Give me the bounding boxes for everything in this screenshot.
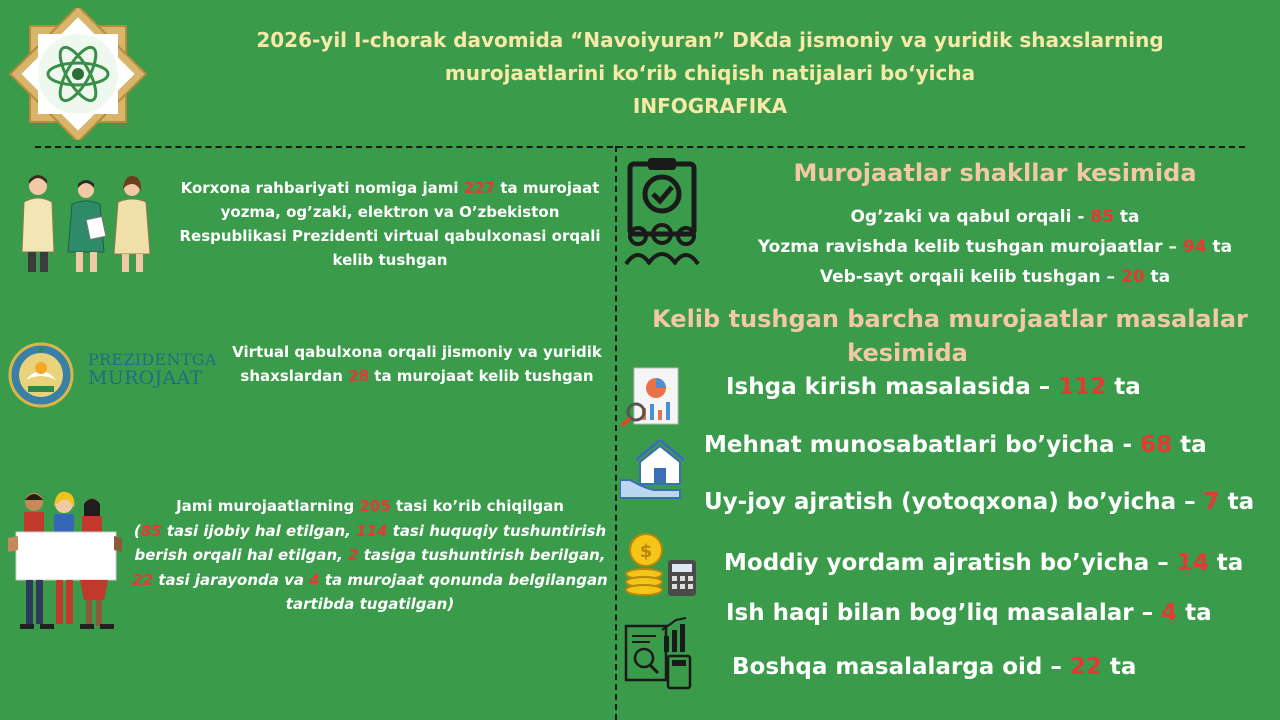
issues-section-title xyxy=(630,302,1270,370)
terminated-count: 4 xyxy=(309,570,320,589)
issue-value: 112 xyxy=(1058,374,1107,400)
total-appeals-text xyxy=(170,176,610,272)
issue-other xyxy=(732,654,1136,680)
financial-report-illustration xyxy=(620,614,696,690)
legal-explanation-count: 114 xyxy=(356,521,388,540)
text-part: ta murojaat yozma, og’zaki, elektron va O’zbekiston Respublikasi Prezidenti virtual qabulxonasi orqali kelib tushgan xyxy=(179,179,601,269)
text-part: Virtual qabulxona orqali jismoniy va yuridik shaxslardan xyxy=(232,343,602,385)
people-with-banner-icon xyxy=(4,490,126,632)
text-part: Jami murojaatlarning xyxy=(176,497,360,515)
title-line-3: INFOGRAFIKA xyxy=(632,94,788,118)
issues-title-line-2: kesimida xyxy=(847,339,968,367)
form-suffix: ta xyxy=(1114,207,1140,227)
text-part: ( xyxy=(133,521,141,540)
issue-suffix: ta xyxy=(1172,432,1207,458)
clipboard-check-icon xyxy=(622,154,708,268)
state-emblem xyxy=(8,342,74,408)
analytics-report-illustration xyxy=(620,366,682,428)
form-suffix: ta xyxy=(1206,237,1233,257)
issue-label: Boshqa masalalarga oid – xyxy=(732,654,1070,680)
issue-value: 4 xyxy=(1161,600,1178,626)
horizontal-divider xyxy=(35,146,1245,148)
text-part: ta murojaat kelib tushgan xyxy=(369,367,594,385)
text-part: tasi ijobiy hal etilgan, xyxy=(161,521,357,540)
clipboard-check-illustration xyxy=(622,154,708,268)
issue-value: 68 xyxy=(1140,432,1173,458)
prezidentga-murojaat-logo xyxy=(88,351,217,387)
issue-suffix: ta xyxy=(1177,600,1212,626)
issue-value: 14 xyxy=(1176,550,1209,576)
staff-illustration xyxy=(8,172,152,274)
forms-list xyxy=(720,202,1270,292)
form-value: 20 xyxy=(1120,267,1145,287)
emblem-icon xyxy=(8,342,74,408)
form-item-oral xyxy=(720,202,1270,232)
form-suffix: ta xyxy=(1144,267,1171,287)
in-progress-count: 22 xyxy=(132,570,154,589)
text-part: tasi jarayonda va xyxy=(153,570,310,589)
issue-suffix: ta xyxy=(1106,374,1141,400)
logo-line-2: MUROJAAT xyxy=(88,367,203,389)
reviewed-count: 205 xyxy=(359,497,391,515)
issue-labor-relations xyxy=(704,432,1207,458)
reviewed-breakdown xyxy=(130,519,610,617)
issue-label: Ish haqi bilan bog’liq masalalar – xyxy=(726,600,1162,626)
text-part: tasi ko’rib chiqilgan xyxy=(390,497,564,515)
coins-calculator-illustration xyxy=(622,530,700,600)
atom-star-icon xyxy=(6,8,150,140)
company-logo xyxy=(6,8,150,140)
issue-label: Ishga kirish masalasida – xyxy=(726,374,1059,400)
svg-text:$: $ xyxy=(639,541,653,562)
title-line-2: murojaatlarini ko‘rib chiqish natijalari bo‘yicha xyxy=(444,61,976,85)
house-hand-illustration xyxy=(620,440,686,502)
issue-suffix: ta xyxy=(1101,654,1137,680)
coins-calculator-icon xyxy=(622,530,700,600)
reviewed-appeals-text xyxy=(130,494,610,617)
logo-line-1: PREZIDENTGA xyxy=(88,350,217,369)
issue-value: 22 xyxy=(1069,654,1102,680)
issue-salary xyxy=(726,600,1212,626)
total-appeals-count: 227 xyxy=(463,179,496,197)
text-part: ta murojaat qonunda belgilangan tartibda tugatilgan) xyxy=(285,570,608,613)
title-line-1: 2026-yil I-chorak davomida “Navoiyuran” DKda jismoniy va yuridik shaxslarning xyxy=(256,28,1164,52)
page-title xyxy=(180,24,1240,123)
issue-material-aid xyxy=(724,550,1243,576)
house-in-hand-icon xyxy=(620,440,686,502)
explained-count: 2 xyxy=(348,546,359,564)
issue-value: 7 xyxy=(1203,489,1220,515)
text-part: Korxona rahbariyati nomiga jami xyxy=(180,179,464,197)
people-banner-illustration xyxy=(4,490,126,632)
forms-section-title: Murojaatlar shakllar kesimida xyxy=(793,159,1197,187)
positive-count: 85 xyxy=(140,521,162,540)
business-people-icon xyxy=(8,172,152,274)
form-item-website xyxy=(720,262,1270,292)
form-value: 85 xyxy=(1090,207,1115,227)
issue-label: Mehnat munosabatlari bo’yicha - xyxy=(704,432,1141,458)
form-label: Og’zaki va qabul orqali - xyxy=(850,207,1091,227)
analytics-magnifier-icon xyxy=(620,366,682,428)
text-part: tasiga tushuntirish berilgan, xyxy=(358,546,606,564)
issue-label: Moddiy yordam ajratish bo’yicha – xyxy=(724,550,1177,576)
vertical-divider xyxy=(615,146,617,720)
text-part: tasi huquqiy tushuntirish berish orqali hal etilgan, xyxy=(134,521,607,564)
issue-housing xyxy=(704,489,1254,515)
issue-label: Uy-joy ajratish (yotoqxona) bo’yicha – xyxy=(704,489,1204,515)
form-label: Veb-sayt orqali kelib tushgan – xyxy=(819,267,1121,287)
reviewed-summary-line xyxy=(130,494,610,519)
issue-suffix: ta xyxy=(1219,489,1255,515)
issue-suffix: ta xyxy=(1208,550,1244,576)
form-label: Yozma ravishda kelib tushgan murojaatlar – xyxy=(757,237,1183,257)
issue-employment xyxy=(726,374,1141,400)
form-value: 94 xyxy=(1182,237,1207,257)
virtual-appeals-count: 28 xyxy=(348,367,370,385)
form-item-written xyxy=(720,232,1270,262)
issues-title-line-1: Kelib tushgan barcha murojaatlar masalalar xyxy=(652,305,1248,333)
report-chart-calculator-icon xyxy=(620,614,696,690)
